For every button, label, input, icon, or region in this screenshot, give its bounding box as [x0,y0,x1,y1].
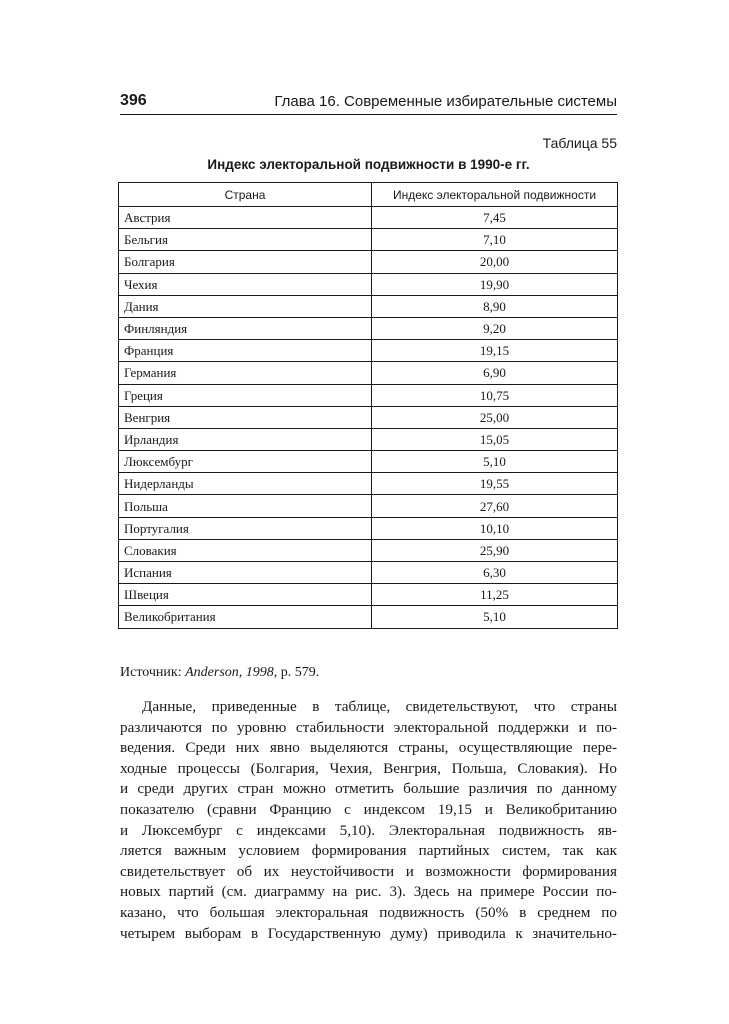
paragraph-line: казано, что большая электоральная подвижность (50% в среднем по [120,903,617,921]
index-cell: 6,90 [372,362,618,384]
index-cell: 19,55 [372,473,618,495]
country-cell: Великобритания [119,606,372,628]
index-cell: 19,15 [372,340,618,362]
country-cell: Греция [119,384,372,406]
paragraph-line: четырем выборам в Государственную думу) приводила к значительно- [120,924,617,942]
table-label: Таблица 55 [542,135,617,151]
country-cell: Словакия [119,539,372,561]
body-paragraph [120,697,617,944]
index-cell: 25,00 [372,406,618,428]
table-header-row [119,183,618,207]
country-cell: Бельгия [119,229,372,251]
source-author: Anderson, 1998 [185,665,274,680]
running-header [120,92,617,115]
index-cell: 15,05 [372,428,618,450]
source-prefix: Источник: [120,665,186,680]
column-header-country: Страна [119,183,372,207]
paragraph-line: новых партий (см. диаграмму на рис. 3). Здесь на примере России по- [120,883,617,901]
table-row [119,406,618,428]
paragraph-line: показателю (сравни Францию с индексом 19,15 и Великобританию [120,800,617,818]
paragraph-line: свидетельствует об их неустойчивости и возможности формирования [120,862,617,880]
paragraph-line: и Люксембург с индексами 5,10). Электоральная подвижность яв- [120,821,617,839]
index-cell: 20,00 [372,251,618,273]
table-row [119,584,618,606]
table-row [119,295,618,317]
table-row [119,606,618,628]
index-cell: 7,45 [372,207,618,229]
table-row [119,317,618,339]
paragraph-line: различаются по уровню стабильности электоральной поддержки и по- [120,718,617,736]
table-row [119,362,618,384]
country-cell: Финляндия [119,317,372,339]
chapter-title: Глава 16. Современные избирательные системы [274,93,617,110]
index-cell: 19,90 [372,273,618,295]
table-row [119,229,618,251]
country-cell: Чехия [119,273,372,295]
country-cell: Венгрия [119,406,372,428]
table-row [119,384,618,406]
index-cell: 11,25 [372,584,618,606]
index-cell: 25,90 [372,539,618,561]
table-row [119,473,618,495]
country-cell: Люксембург [119,451,372,473]
country-cell: Франция [119,340,372,362]
index-cell: 5,10 [372,606,618,628]
index-cell: 7,10 [372,229,618,251]
paragraph-line: и среди других стран можно отметить большие различия по данному [120,780,617,798]
index-cell: 8,90 [372,295,618,317]
table-source [120,665,319,681]
paragraph-line: ведения. Среди них явно выделяются страны, осуществляющие пере- [120,739,617,757]
paragraph-line: ляется важным условием формирования партийных систем, так как [120,842,617,860]
table-row [119,495,618,517]
index-cell: 10,10 [372,517,618,539]
country-cell: Дания [119,295,372,317]
country-cell: Болгария [119,251,372,273]
table-row [119,207,618,229]
column-header-index: Индекс электоральной подвижности [372,183,618,207]
country-cell: Португалия [119,517,372,539]
table-row [119,251,618,273]
page-number: 396 [120,92,147,109]
index-cell: 27,60 [372,495,618,517]
table-row [119,340,618,362]
country-cell: Швеция [119,584,372,606]
table-row [119,517,618,539]
paragraph-line: ходные процессы (Болгария, Чехия, Венгрия, Польша, Словакия). Но [120,759,617,777]
country-cell: Австрия [119,207,372,229]
paragraph-line: Данные, приведенные в таблице, свидетельствуют, что страны [142,698,617,715]
table-row [119,451,618,473]
source-suffix: , p. 579. [273,665,320,680]
index-cell: 6,30 [372,562,618,584]
index-cell: 5,10 [372,451,618,473]
country-cell: Ирландия [119,428,372,450]
country-cell: Нидерланды [119,473,372,495]
table-title: Индекс электоральной подвижности в 1990-е гг. [207,157,530,172]
index-cell: 9,20 [372,317,618,339]
table-row [119,562,618,584]
index-cell: 10,75 [372,384,618,406]
country-cell: Германия [119,362,372,384]
country-cell: Польша [119,495,372,517]
table-body [119,207,618,629]
country-cell: Испания [119,562,372,584]
table-row [119,428,618,450]
table-row [119,539,618,561]
electoral-volatility-table [118,182,618,629]
table-row [119,273,618,295]
